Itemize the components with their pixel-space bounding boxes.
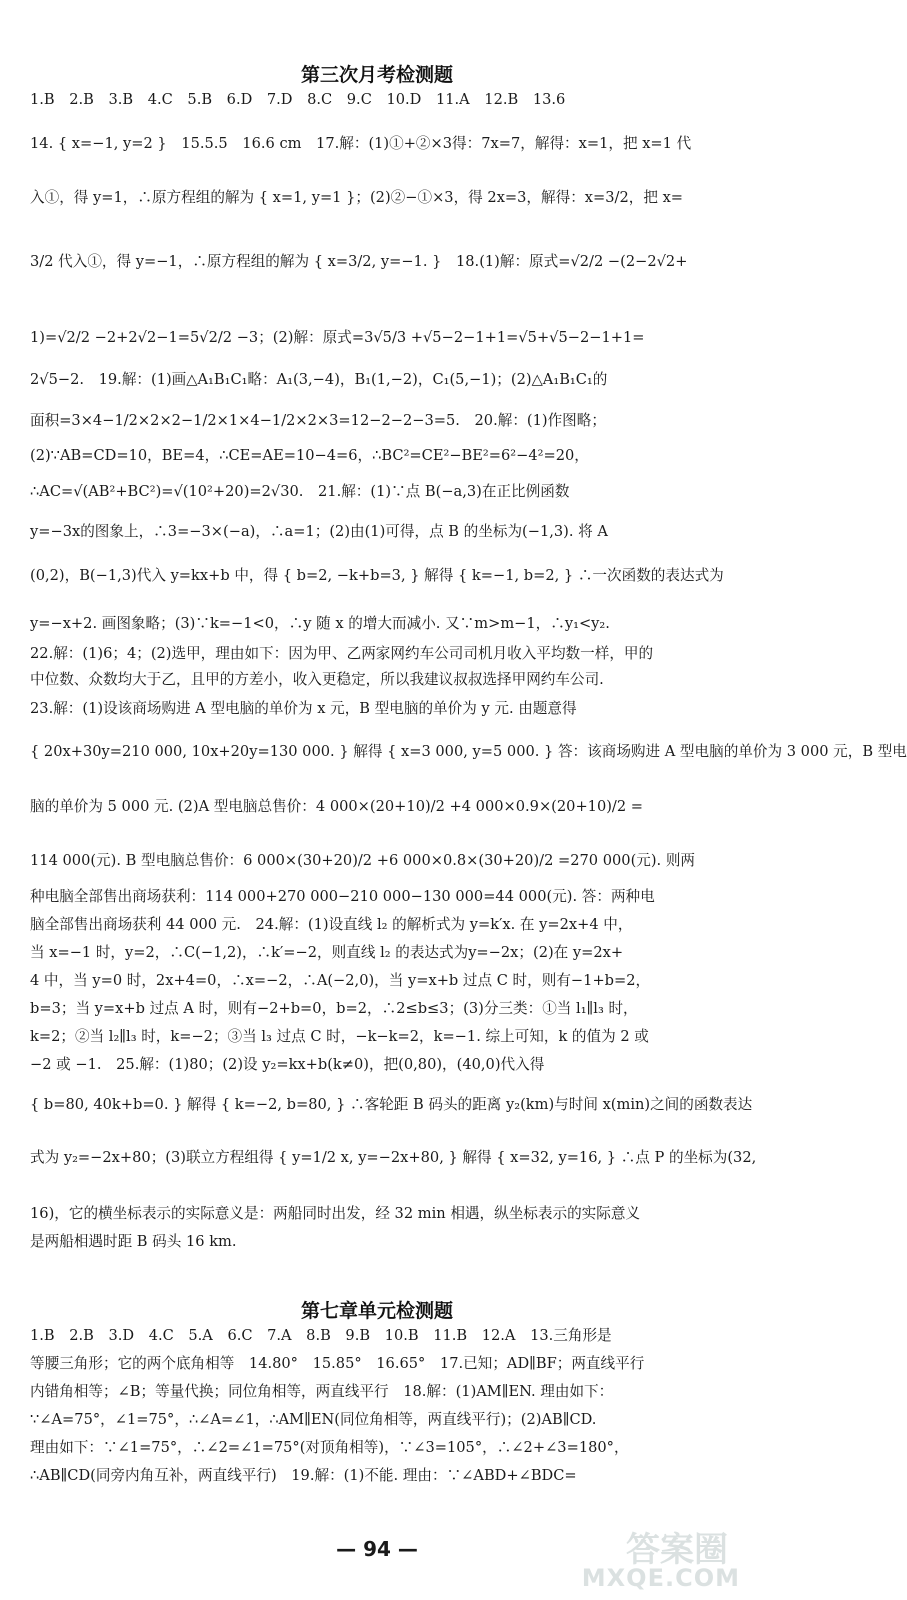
answer-line: 是两船相遇时距 B 码头 16 km. (30, 1233, 237, 1250)
answer-line: 式为 y₂=−2x+80；(3)联立方程组得 { y=1/2 x, y=−2x+80, } 解得 { x=32, y=16, } ∴点 P 的坐标为(32, (30, 1149, 757, 1166)
answer-line: (2)∵AB=CD=10，BE=4，∴CE=AE=10−4=6，∴BC²=CE²−BE²=6²−4²=20， (30, 447, 589, 464)
answer-line: 14. { x=−1, y=2 } 15.5.5 16.6 cm 17.解：(1)①+②×3得：7x=7，解得：x=1，把 x=1 代 (30, 135, 692, 152)
answer-line: ∴AC=√(AB²+BC²)=√(10²+20)=2√30. 21.解：(1)∵点 B(−a,3)在正比例函数 (30, 483, 570, 500)
answer-line: 当 x=−1 时，y=2，∴C(−1,2)，∴k′=−2，则直线 l₂ 的表达式为y=−2x；(2)在 y=2x+ (30, 944, 624, 961)
section-title-chapter-7-test: 第七章单元检测题 (300, 1300, 453, 1322)
answer-line: { 20x+30y=210 000, 10x+20y=130 000. } 解得 { x=3 000, y=5 000. } 答：该商场购进 A 型电脑的单价为 3 000 元，B 型电 (30, 743, 907, 760)
answer-line: k=2；②当 l₂∥l₃ 时，k=−2；③当 l₃ 过点 C 时，−k−k=2，k=−1. 综上可知，k 的值为 2 或 (30, 1028, 649, 1045)
answer-line: 面积=3×4−1/2×2×2−1/2×1×4−1/2×2×3=12−2−2−3=5. 20.解：(1)作图略； (30, 412, 606, 429)
watermark-url: MXQE.COM (581, 1564, 740, 1592)
answer-line: 1)=√2/2 −2+2√2−1=5√2/2 −3；(2)解：原式=3√5/3 +√5−2−1+1=√5+√5−2−1+1= (30, 329, 645, 346)
answer-line: 等腰三角形；它的两个底角相等 14.80° 15.85° 16.65° 17.已知；AD∥BF；两直线平行 (30, 1355, 645, 1372)
answer-line: 1.B 2.B 3.B 4.C 5.B 6.D 7.D 8.C 9.C 10.D 11.A 12.B 13.6 (30, 91, 566, 108)
answer-line: 理由如下：∵∠1=75°，∴∠2=∠1=75°(对顶角相等)，∵∠3=105°，∴∠2+∠3=180°， (30, 1439, 629, 1456)
answer-line: −2 或 −1. 25.解：(1)80；(2)设 y₂=kx+b(k≠0)，把(0,80)，(40,0)代入得 (30, 1056, 545, 1073)
answer-line: 脑的单价为 5 000 元. (2)A 型电脑总售价：4 000×(20+10)/2 +4 000×0.9×(20+10)/2 = (30, 798, 644, 815)
answer-line: 内错角相等；∠B；等量代换；同位角相等，两直线平行 18.解：(1)AM∥EN. 理由如下： (30, 1383, 614, 1400)
section-title-3rd-monthly-test: 第三次月考检测题 (300, 64, 453, 86)
answer-line: 23.解：(1)设该商场购进 A 型电脑的单价为 x 元，B 型电脑的单价为 y 元. 由题意得 (30, 700, 577, 717)
answer-line: 2√5−2. 19.解：(1)画△A₁B₁C₁略：A₁(3,−4)，B₁(1,−2)，C₁(5,−1)；(2)△A₁B₁C₁的 (30, 371, 608, 388)
answer-line: 114 000(元). B 型电脑总售价：6 000×(30+20)/2 +6 000×0.8×(30+20)/2 =270 000(元). 则两 (30, 852, 696, 869)
answer-line: ∴AB∥CD(同旁内角互补，两直线平行) 19.解：(1)不能. 理由：∵∠ABD+∠BDC= (30, 1467, 577, 1484)
answer-line: { b=80, 40k+b=0. } 解得 { k=−2, b=80, } ∴客轮距 B 码头的距离 y₂(km)与时间 x(min)之间的函数表达 (30, 1096, 753, 1113)
answer-line: (0,2)，B(−1,3)代入 y=kx+b 中，得 { b=2, −k+b=3, } 解得 { k=−1, b=2, } ∴一次函数的表达式为 (30, 567, 724, 584)
answer-line: y=−x+2. 画图象略；(3)∵k=−1<0，∴y 随 x 的增大而减小. 又∵m>m−1，∴y₁<y₂. (30, 615, 610, 632)
answer-line: 3/2 代入①，得 y=−1，∴原方程组的解为 { x=3/2, y=−1. } 18.(1)解：原式=√2/2 −(2−2√2+ (30, 253, 688, 270)
answer-line: 脑全部售出商场获利 44 000 元. 24.解：(1)设直线 l₂ 的解析式为 y=k′x. 在 y=2x+4 中， (30, 916, 633, 933)
answer-line: 4 中，当 y=0 时，2x+4=0，∴x=−2，∴A(−2,0)，当 y=x+b 过点 C 时，则有−1+b=2， (30, 972, 651, 989)
answer-line: 22.解：(1)6；4；(2)选甲，理由如下：因为甲、乙两家网约车公司司机月收入平均数一样，甲的 (30, 645, 654, 662)
page-number: — 94 — (336, 1537, 418, 1561)
answer-line: y=−3x的图象上，∴3=−3×(−a)，∴a=1；(2)由(1)可得，点 B 的坐标为(−1,3). 将 A (30, 523, 608, 540)
watermark-logo (558, 1520, 748, 1592)
answer-line: ∵∠A=75°，∠1=75°，∴∠A=∠1，∴AM∥EN(同位角相等，两直线平行)；(2)AB∥CD. (30, 1411, 597, 1428)
answer-line: 16)，它的横坐标表示的实际意义是：两船同时出发，经 32 min 相遇，纵坐标表示的实际意义 (30, 1205, 641, 1222)
answer-line: 种电脑全部售出商场获利：114 000+270 000−210 000−130 000=44 000(元). 答：两种电 (30, 888, 655, 905)
answer-line: b=3；当 y=x+b 过点 A 时，则有−2+b=0，b=2，∴2≤b≤3；(3)分三类：①当 l₁∥l₃ 时， (30, 1000, 638, 1017)
answer-line: 中位数、众数均大于乙，且甲的方差小，收入更稳定，所以我建议叔叔选择甲网约车公司. (30, 671, 604, 688)
answer-line: 1.B 2.B 3.D 4.C 5.A 6.C 7.A 8.B 9.B 10.B 11.B 12.A 13.三角形是 (30, 1327, 612, 1344)
watermark-text: 答案圈 (626, 1530, 728, 1570)
answer-line: 入①，得 y=1，∴原方程组的解为 { x=1, y=1 }；(2)②−①×3，得 2x=3，解得：x=3/2，把 x= (30, 189, 684, 206)
